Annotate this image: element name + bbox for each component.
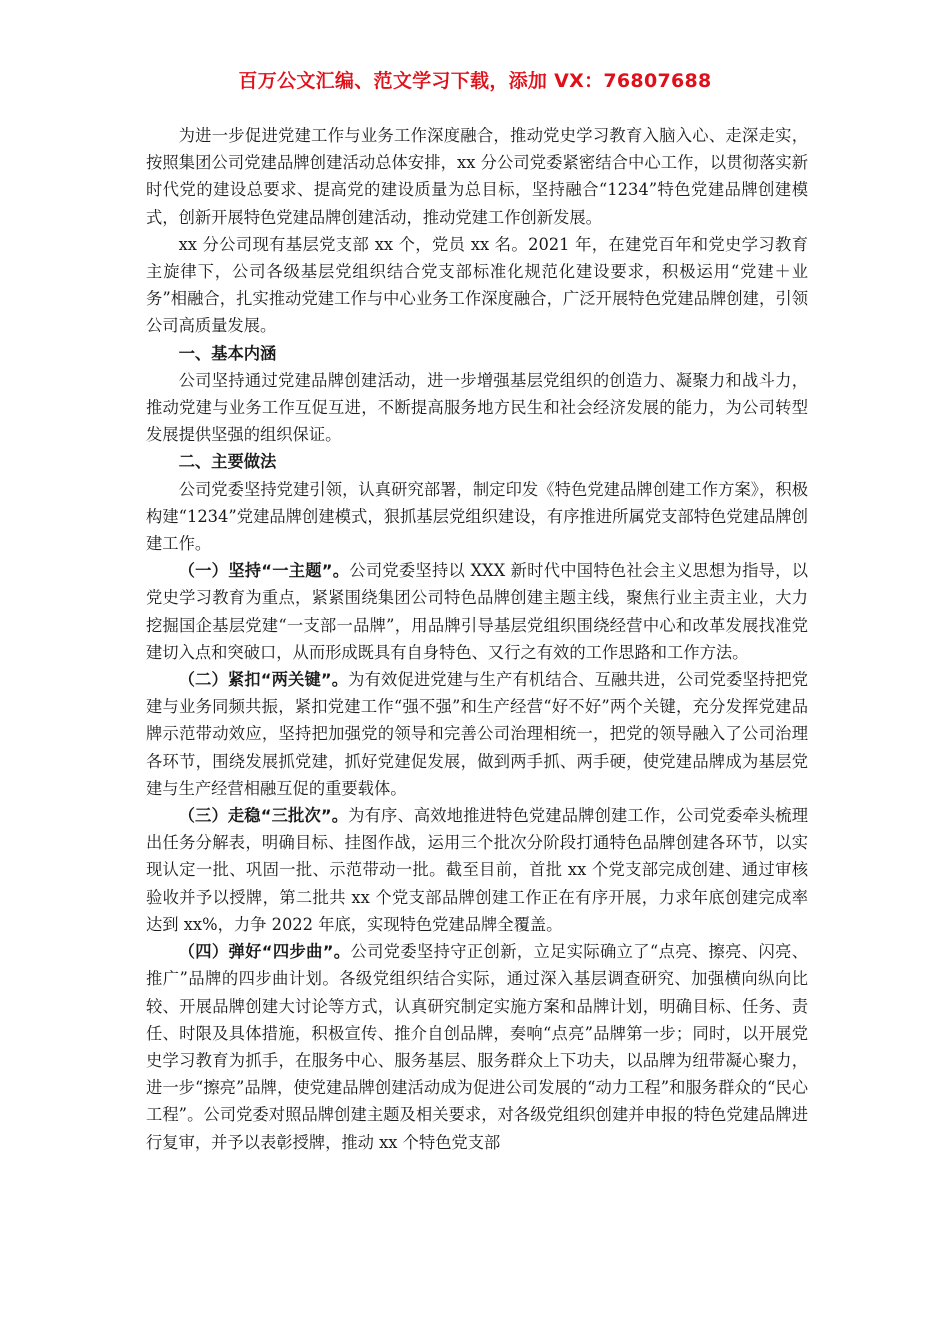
paragraph-four-steps	[146, 938, 808, 1156]
text-three-batches: 为有序、高效地推进特色党建品牌创建工作，公司党委牵头梳理出任务分解表，明确目标、挂图作战，运用三个批次分阶段打通特色品牌创建各环节，以实现认定一批、巩固一批、示范带动一批。截至目前，首批 xx 个党支部完成创建、通过审核验收并予以授牌，第二批共 xx 个党支部品牌创建工作正在有序开展，力求年底创建完成率达到 xx%，力争 2022 年底，实现特色党建品牌全覆盖。	[146, 806, 808, 934]
paragraph-one-theme	[146, 557, 808, 666]
section-heading-basic: 一、基本内涵	[178, 343, 277, 363]
header-watermark-text: 百万公文汇编、范文学习下载，添加 VX：76807688	[238, 70, 712, 92]
paragraph-basic: 公司坚持通过党建品牌创建活动，进一步增强基层党组织的创造力、凝聚力和战斗力，推动党建与业务工作互促互进，不断提高服务地方民生和社会经济发展的能力，为公司转型发展提供坚强的组织保证。	[146, 370, 808, 445]
lead-three-batches: （三）走稳“三批次”。	[178, 806, 349, 826]
lead-two-keys: （二）紧扣“两关键”。	[178, 670, 349, 690]
paragraph-methods: 公司党委坚持党建引领，认真研究部署，制定印发《特色党建品牌创建工作方案》，积极构建“1234”党建品牌创建模式，狠抓基层党组织建设，有序推进所属党支部特色党建品牌创建工作。	[146, 479, 808, 554]
text-two-keys: 为有效促进党建与生产有机结合、互融共进，公司党委坚持把党建与业务同频共振，紧扣党建工作“强不强”和生产经营“好不好”两个关键，充分发挥党建品牌示范带动效应，坚持把加强党的领导和完善公司治理相统一，把党的领导融入了公司治理各环节，围绕发展抓党建，抓好党建促发展，做到两手抓、两手硬，使党建品牌成为基层党建与生产经营相融互促的重要载体。	[146, 670, 808, 798]
paragraph-three-batches	[146, 802, 808, 938]
lead-four-steps: （四）弹好“四步曲”。	[178, 942, 351, 962]
paragraph-intro: 为进一步促进党建工作与业务工作深度融合，推动党史学习教育入脑入心、走深走实，按照集团公司党建品牌创建活动总体安排，xx 分公司党委紧密结合中心工作，以贯彻落实新时代党的建设总要求、提高党的建设质量为总目标，坚持融合“1234”特色党建品牌创建模式，创新开展特色党建品牌创建活动，推动党建工作创新发展。	[146, 126, 808, 227]
paragraph-overview: xx 分公司现有基层党支部 xx 个，党员 xx 名。2021 年，在建党百年和党史学习教育主旋律下，公司各级基层党组织结合党支部标准化规范化建设要求，积极运用“党建＋业务”相融合，扎实推动党建工作与中心业务工作深度融合，广泛开展特色党建品牌创建，引领公司高质量发展。	[146, 234, 808, 336]
text-one-theme: 公司党委坚持以 XXX 新时代中国特色社会主义思想为指导，以党史学习教育为重点，紧紧围绕集团公司特色品牌创建主题主线，聚焦行业主责主业，大力挖掘国企基层党建“一支部一品牌”，用品牌引导基层党组织围绕经营中心和改革发展找准党建切入点和突破口，从而形成既具有自身特色、又行之有效的工作思路和工作方法。	[146, 561, 808, 662]
document-body	[146, 122, 808, 1156]
text-four-steps: 公司党委坚持守正创新，立足实际确立了“点亮、擦亮、闪亮、推广”品牌的四步曲计划。各级党组织结合实际，通过深入基层调查研究、加强横向纵向比较、开展品牌创建大讨论等方式，认真研究制定实施方案和品牌计划，明确目标、任务、责任、时限及具体措施，积极宣传、推介自创品牌，奏响“点亮”品牌第一步；同时，以开展党史学习教育为抓手，在服务中心、服务基层、服务群众上下功夫，以品牌为纽带凝心聚力，进一步“擦亮”品牌，使党建品牌创建活动成为促进公司发展的“动力工程”和服务群众的“民心工程”。公司党委对照品牌创建主题及相关要求，对各级党组织创建并申报的特色党建品牌进行复审，并予以表彰授牌，推动 xx 个特色党支部	[146, 942, 808, 1152]
paragraph-two-keys	[146, 666, 808, 802]
lead-one-theme: （一）坚持“一主题”。	[178, 561, 350, 581]
section-heading-methods: 二、主要做法	[178, 452, 277, 472]
